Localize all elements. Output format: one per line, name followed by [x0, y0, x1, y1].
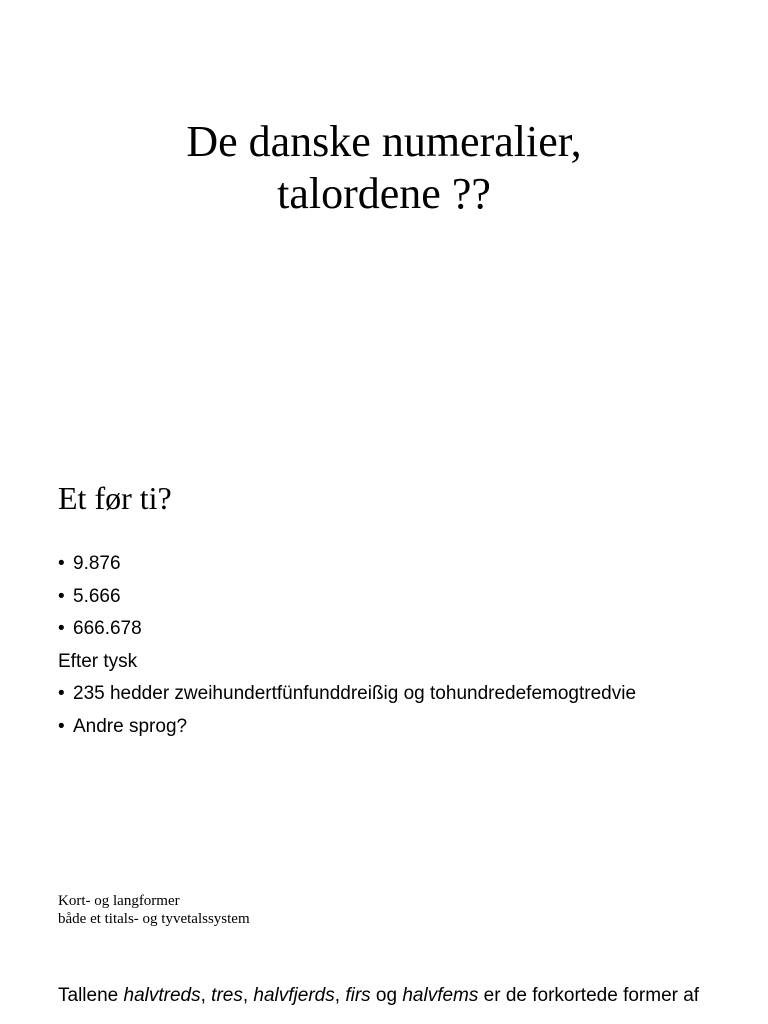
list-item-text: 5.666 — [73, 585, 121, 607]
paragraph-text: og — [370, 985, 403, 1006]
paragraph-text: er de forkortede former af — [478, 985, 700, 1006]
title-line-2: talordene ?? — [277, 169, 491, 218]
content-list — [58, 548, 758, 744]
paragraph-emphasis: firs — [345, 985, 371, 1006]
slide-title — [0, 116, 768, 220]
paragraph-emphasis: halvfems — [402, 985, 479, 1006]
list-item — [58, 678, 758, 711]
bullet-icon: • — [58, 683, 65, 705]
paragraph-text: Tallene — [58, 985, 124, 1006]
bullet-icon: • — [58, 585, 65, 607]
list-item-text: 666.678 — [73, 618, 142, 640]
paragraph-text: , — [334, 985, 346, 1006]
section-heading: Et før ti? — [58, 480, 172, 516]
list-item — [58, 711, 758, 744]
notes-line-1: Kort- og langformer — [58, 893, 180, 909]
plain-text-line: Efter tysk — [58, 650, 138, 672]
list-item-text: 9.876 — [73, 553, 121, 574]
bullet-icon: • — [58, 618, 65, 640]
paragraph-text: , — [242, 985, 254, 1006]
title-line-1: De danske numeralier, — [186, 117, 582, 166]
list-item — [58, 613, 758, 646]
paragraph-emphasis: halvtreds — [123, 985, 201, 1006]
list-item-text: Andre sprog? — [73, 715, 188, 737]
bullet-icon: • — [58, 715, 65, 737]
list-item — [58, 581, 758, 614]
bottom-paragraph — [58, 984, 758, 1008]
list-item — [58, 548, 758, 581]
notes-line-2: både et titals- og tyvetalssystem — [58, 911, 250, 927]
bullet-icon: • — [58, 553, 65, 574]
list-item-text: 235 hedder zweihundertfünfunddreißig og tohundredefemogtredvie — [73, 683, 637, 705]
paragraph-text: , — [200, 985, 212, 1006]
paragraph-emphasis: tres — [211, 985, 243, 1006]
paragraph-emphasis: halvfjerds — [253, 985, 335, 1006]
small-notes — [58, 892, 250, 928]
